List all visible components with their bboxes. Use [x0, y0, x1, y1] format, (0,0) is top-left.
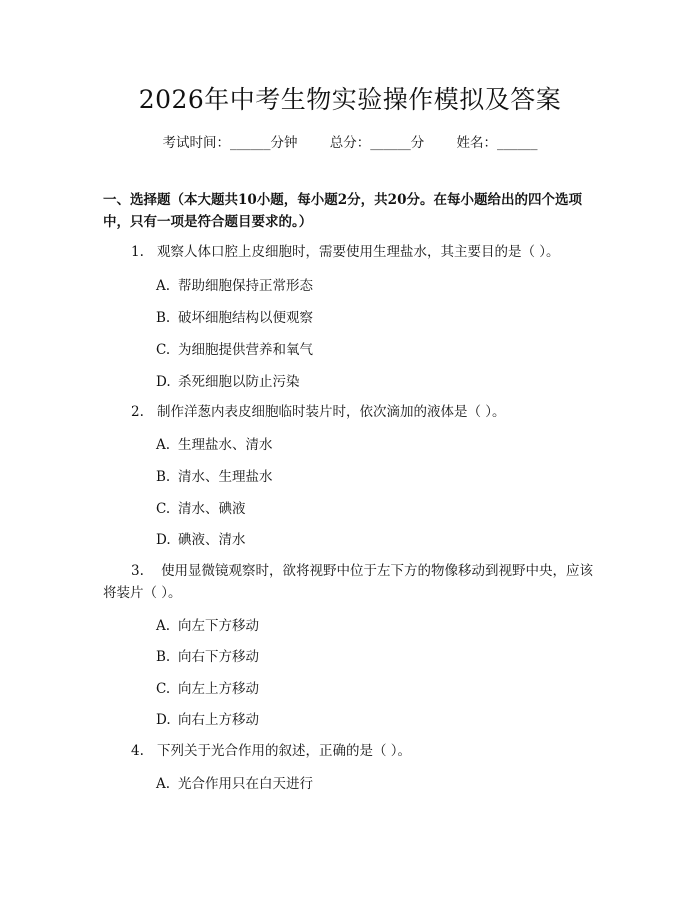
option-letter: A.	[156, 278, 171, 294]
option-text: 破坏细胞结构以便观察	[178, 310, 313, 326]
q1-option-c	[156, 340, 313, 360]
question-text: 下列关于光合作用的叙述，正确的是（ ）。	[157, 743, 412, 759]
question-1	[103, 241, 603, 263]
option-text: 向左下方移动	[178, 618, 259, 634]
option-text: 帮助细胞保持正常形态	[178, 278, 313, 294]
q4-option-a	[156, 774, 313, 794]
option-text: 生理盐水、清水	[178, 437, 273, 453]
option-letter: D.	[156, 712, 171, 728]
page-title: 2026年中考生物实验操作模拟及答案	[138, 85, 562, 114]
q3-option-c	[156, 679, 259, 699]
option-letter: A.	[156, 776, 171, 792]
option-letter: D.	[156, 532, 171, 548]
question-text: 使用显微镜观察时，欲将视野中位于左下方的物像移动到视野中央，应该将装片（ ）。	[103, 563, 594, 601]
q2-option-d	[156, 530, 246, 550]
option-letter: C.	[156, 681, 171, 697]
q3-option-a	[156, 616, 259, 636]
option-text: 为细胞提供营养和氧气	[178, 342, 313, 358]
option-text: 光合作用只在白天进行	[178, 776, 313, 792]
question-text: 制作洋葱内表皮细胞临时装片时，依次滴加的液体是（ ）。	[157, 404, 506, 420]
option-letter: B.	[156, 649, 171, 665]
q3-option-b	[156, 647, 259, 667]
option-text: 碘液、清水	[178, 532, 246, 548]
section-heading: 一、选择题（本大题共10小题，每小题2分，共20分。在每小题给出的四个选项中，只有一项是符合题目要求的。）	[103, 192, 582, 230]
total-score-field: 总分：______分	[329, 135, 425, 151]
question-number: 4.	[131, 743, 144, 759]
option-letter: D.	[156, 374, 171, 390]
question-number: 3.	[131, 563, 144, 579]
q3-option-d	[156, 710, 259, 730]
option-text: 向右下方移动	[178, 649, 259, 665]
q1-option-a	[156, 276, 313, 296]
option-letter: C.	[156, 501, 171, 517]
question-number: 2.	[131, 404, 144, 420]
option-text: 向左上方移动	[178, 681, 259, 697]
q2-option-b	[156, 467, 273, 487]
option-text: 向右上方移动	[178, 712, 259, 728]
question-2	[103, 401, 603, 423]
option-text: 清水、生理盐水	[178, 469, 273, 485]
question-number: 1.	[131, 244, 144, 260]
option-letter: B.	[156, 310, 171, 326]
option-letter: A.	[156, 618, 171, 634]
exam-time-field: 考试时间：______分钟	[162, 135, 298, 151]
question-3	[103, 560, 603, 604]
q2-option-a	[156, 435, 273, 455]
q1-option-d	[156, 372, 300, 392]
question-text: 观察人体口腔上皮细胞时，需要使用生理盐水，其主要目的是（ ）。	[157, 244, 560, 260]
q1-option-b	[156, 308, 313, 328]
option-text: 清水、碘液	[178, 501, 246, 517]
option-text: 杀死细胞以防止污染	[178, 374, 300, 390]
option-letter: B.	[156, 469, 171, 485]
option-letter: A.	[156, 437, 171, 453]
question-4	[103, 740, 603, 762]
student-name-field: 姓名：______	[456, 135, 538, 151]
exam-meta-line	[0, 131, 700, 151]
q2-option-c	[156, 499, 246, 519]
option-letter: C.	[156, 342, 171, 358]
